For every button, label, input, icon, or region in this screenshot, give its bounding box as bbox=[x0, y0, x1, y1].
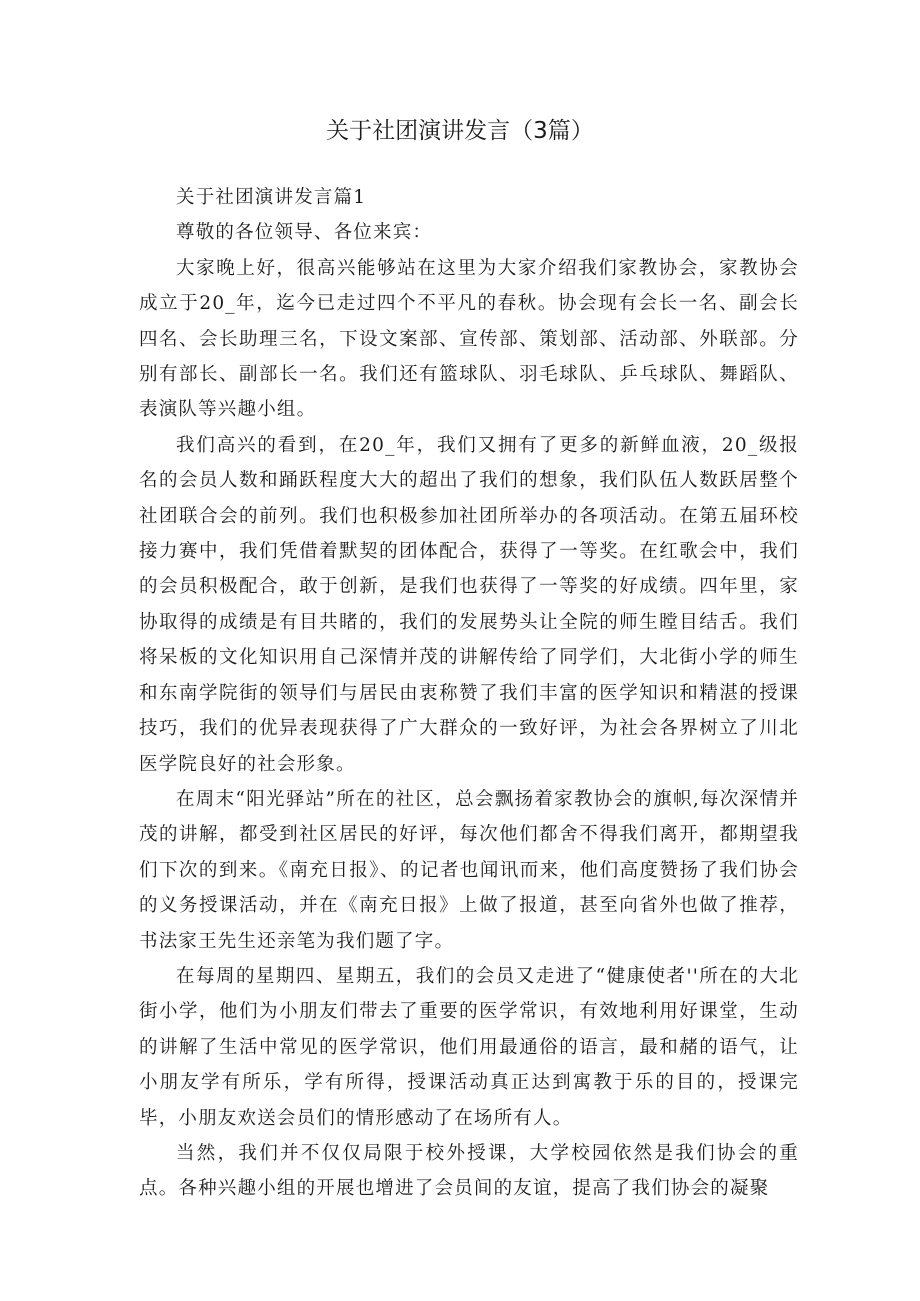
section-heading: 关于社团演讲发言篇1 bbox=[176, 187, 367, 208]
paragraph: 在周末“阳光驿站”所在的社区，总会飘扬着家教协会的旗帜,每次深情并茂的讲解，都受到社区居民的好评，每次他们都舍不得我们离开，都期望我们下次的到来。《南充日报》、的记者也闻讯而来，他们高度赞扬了我们协会的义务授课活动，并在《南充日报》上做了报道，甚至向省外也做了推荐，书法家王先生还亲笔为我们题了字。 bbox=[139, 788, 799, 952]
paragraph: 当然，我们并不仅仅局限于校外授课，大学校园依然是我们协会的重点。各种兴趣小组的开展也增进了会员间的友谊，提高了我们协会的凝聚 bbox=[139, 1142, 799, 1200]
paragraph: 在每周的星期四、星期五，我们的会员又走进了“健康使者''所在的大北街小学，他们为小朋友们带去了重要的医学常识，有效地利用好课堂，生动的讲解了生活中常见的医学常识，他们用最通俗的语言，最和赭的语气，让小朋友学有所乐，学有所得，授课活动真正达到寓教于乐的目的，授课完毕，小朋友欢送会员们的情形感动了在场所有人。 bbox=[139, 965, 799, 1129]
paragraph: 我们高兴的看到，在20_年，我们又拥有了更多的新鲜血液，20_级报名的会员人数和踊跃程度大大的超出了我们的想象，我们队伍人数跃居整个社团联合会的前列。我们也积极参加社团所举办的各项活动。在第五届环校接力赛中，我们凭借着默契的团体配合，获得了一等奖。在红歌会中，我们的会员积极配合，敢于创新，是我们也获得了一等奖的好成绩。四年里，家协取得的成绩是有目共睹的，我们的发展势头让全院的师生瞠目结舌。我们将呆板的文化知识用自己深情并茂的讲解传给了同学们，大北街小学的师生和东南学院街的领导们与居民由衷称赞了我们丰富的医学知识和精湛的授课技巧，我们的优异表现获得了广大群众的一致好评，为社会各界树立了川北医学院良好的社会形象。 bbox=[139, 434, 799, 775]
document-body bbox=[139, 180, 799, 1207]
paragraph: 大家晚上好，很高兴能够站在这里为大家介绍我们家教协会，家教协会成立于20_年，迄今已走过四个不平凡的春秋。协会现有会长一名、副会长四名、会长助理三名，下设文案部、宣传部、策划部、活动部、外联部。分别有部长、副部长一名。我们还有篮球队、羽毛球队、乒乓球队、舞蹈队、表演队等兴趣小组。 bbox=[139, 257, 799, 421]
salutation: 尊敬的各位领导、各位来宾： bbox=[176, 222, 433, 244]
document-title: 关于社团演讲发言（3篇） bbox=[326, 118, 594, 144]
